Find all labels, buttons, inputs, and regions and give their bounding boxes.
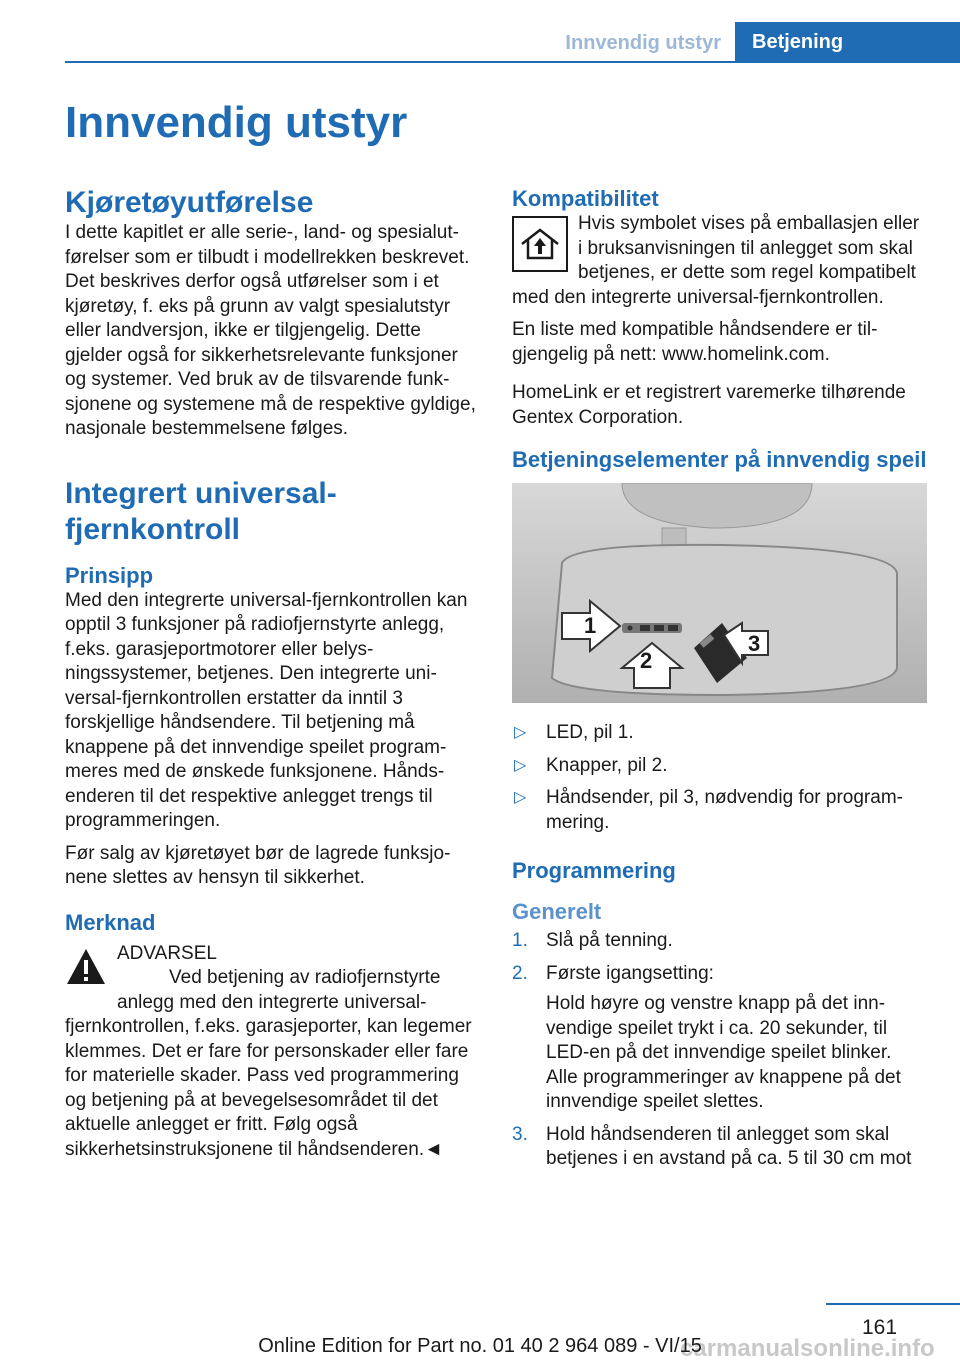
steps-list	[512, 929, 927, 1172]
legend-item: ▷ Knapper, pil 2.	[512, 754, 927, 779]
step-item: 2. Første igangsetting: Hold høyre og venstre knapp på det innvendige speilet trykt i ca. 20 sekunder, til LED-en på det innvendige speilet blinker. Alle programmeringer av knappene på det innvendige speilet slettes.	[512, 962, 901, 1112]
heading-general: Generelt	[512, 899, 602, 924]
left-column	[65, 185, 480, 1170]
figure-label-1: 1	[584, 613, 597, 638]
triangle-bullet-icon: ▷	[514, 756, 527, 774]
mirror-figure	[512, 483, 927, 703]
heading-note: Merknad	[65, 909, 156, 935]
figure-label-3: 3	[748, 631, 761, 656]
para-compat-1: Hvis symbolet vises på emballasjen eller i bruksanvisningen til anlegget som skal betjenes, er dette som regel kompatibelt med den integrerte universal-fjernkontrollen.	[512, 213, 920, 308]
para-principle-2: Før salg av kjøretøyet bør de lagrede funksjonene slettes av hensyn til sikkerhet.	[65, 842, 451, 888]
homelink-house-icon	[512, 216, 568, 272]
warning-icon	[65, 946, 107, 988]
warning-label: ADVARSEL	[117, 942, 217, 964]
right-column	[512, 185, 927, 1180]
para-compat-3: HomeLink er et registrert varemerke tilhørende Gentex Corporation.	[512, 382, 906, 428]
figure-label-2: 2	[640, 648, 653, 673]
heading-principle: Prinsipp	[65, 562, 154, 588]
triangle-bullet-icon: ▷	[514, 789, 527, 806]
watermark: carmanualsonline.info	[680, 1335, 935, 1362]
warning-block	[65, 942, 480, 1163]
footer-rule	[826, 1303, 960, 1305]
legend-list	[512, 721, 927, 835]
heading-vehicle: Kjøretøyutførelse	[65, 186, 314, 219]
step-item: 3. Hold håndsenderen til anlegget som skal betjenes i en avstand på ca. 5 til 30 cm mot	[512, 1123, 912, 1169]
heading-controls: Betjeningselementer på innvendig speil	[512, 447, 927, 472]
para-principle-1: Med den integrerte universal-fjernkontrollen kan opptil 3 funksjoner på radiofjernstyrte anlegg, f.eks. garasjeportmotorer eller belysningssystemer, betjenes. Den integrerte universal-fjernkontrollen erstatter da inntil 3 forskjellige håndsendere. Til betjening må knappene på det innvendige speilet programmeres med de ønskede funksjonene. Håndsenderen til det respektive anlegget trengs til programmeringen.	[65, 589, 468, 831]
para-compat-2: En liste med kompatible håndsendere er tilgjengelig på nett: www.homelink.com.	[512, 319, 878, 365]
mirror-illustration	[512, 483, 927, 703]
step-item: 1. Slå på tenning.	[512, 930, 673, 951]
heading-compat: Kompatibilitet	[512, 186, 659, 211]
triangle-bullet-icon: ▷	[514, 724, 527, 741]
heading-programming: Programmering	[512, 858, 676, 883]
edition-footer: Online Edition for Part no. 01 40 2 964 089 - VI/15	[258, 1335, 702, 1357]
header-section[interactable]: Innvendig utstyr	[565, 32, 721, 54]
heading-remote: Integrert universalfjernkontroll	[65, 476, 337, 546]
page-title: Innvendig utstyr	[65, 98, 408, 147]
header-tab[interactable]: Betjening	[735, 22, 960, 63]
legend-item: ▷ LED, pil 1.	[512, 721, 927, 746]
warning-text: Ved betjening av radiofjernstyrte anlegg med den integrerte universal-fjernkontrollen, f.eks. garasjeporter, kan legemer klemmes. Det er fare for personskader eller fare for materielle skader. Pass ved programmering og betjening på at bevegelsesområdet til det aktuelle anlegget er fritt. Følg også sikkerhetsinstruksjonene til håndsenderen.◄	[65, 967, 472, 1160]
para-vehicle: I dette kapitlet er alle serie-, land- og spesialutførelser som er tilbudt i modellrekken beskrevet. Det beskrives derfor også utførelser som i et kjøretøy, f. eks på grunn av valgt spesialutstyr eller landversjon, ikke er tilgjengelig. Dette gjelder også for sikkerhetsrelevante funksjoner og systemer. Ved bruk av de tilsvarende funksjonene og systemene må de respektive gyldige, nasjonale bestemmelsene følges.	[65, 222, 476, 439]
legend-item: ▷ Håndsender, pil 3, nødvendig for programmering.	[514, 787, 903, 833]
page-number: 161	[862, 1316, 898, 1339]
